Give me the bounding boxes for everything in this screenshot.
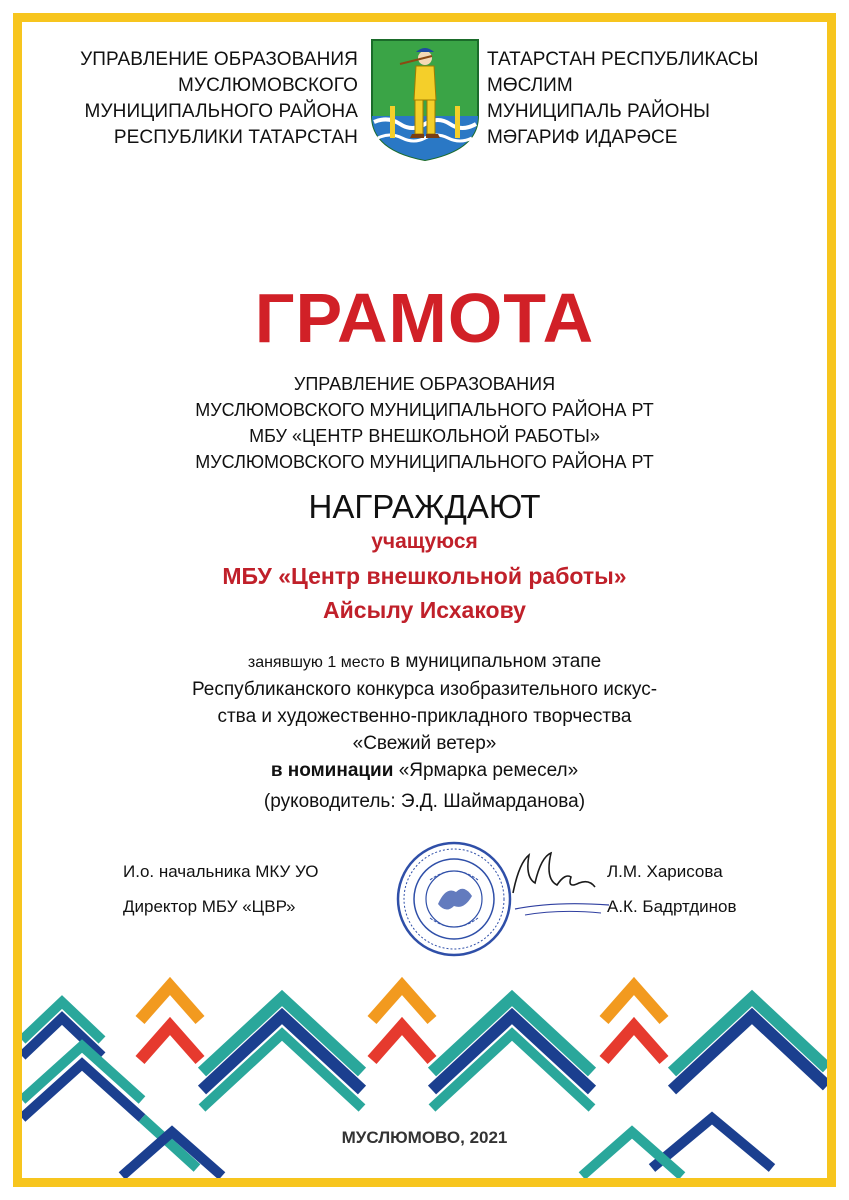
- nomination-value: «Ярмарка ремесел»: [393, 760, 579, 781]
- achievement-text: [0, 648, 849, 815]
- place-rest: в муниципальном этапе: [384, 651, 602, 672]
- header-tatar: [487, 47, 807, 151]
- award-verb: НАГРАЖДАЮТ: [308, 488, 541, 525]
- achievement-line-4: «Свежий ветер»: [352, 733, 497, 754]
- handwritten-signature-icon: [505, 843, 615, 923]
- signatory-name-1: Л.М. Харисова: [607, 862, 723, 881]
- organizer-line: УПРАВЛЕНИЕ ОБРАЗОВАНИЯ: [293, 374, 556, 394]
- nomination-line: [0, 757, 849, 784]
- header-russian: [40, 47, 358, 151]
- nomination-label: в номинации: [270, 760, 394, 781]
- recipient-name: Айсылу Исхакову: [323, 597, 526, 623]
- signatory-name-2: А.К. Бадртдинов: [607, 897, 737, 916]
- place-prefix: занявшую 1 место: [247, 654, 385, 671]
- header-left-line: УПРАВЛЕНИЕ ОБРАЗОВАНИЯ: [80, 49, 358, 70]
- achievement-line-3: ства и художественно-прикладного творчества: [217, 706, 632, 727]
- signatory-position-2: Директор МБУ «ЦВР»: [123, 897, 296, 916]
- organizer-line: МУСЛЮМОВСКОГО МУНИЦИПАЛЬНОГО РАЙОНА РТ: [195, 452, 654, 472]
- header-right-line: МӘГАРИФ ИДАРӘСЕ: [487, 127, 678, 148]
- header-right-line: ТАТАРСТАН РЕСПУБЛИКАСЫ: [487, 49, 759, 70]
- header-right-line: МӨСЛИМ: [487, 75, 573, 96]
- footer-place-year: МУСЛЮМОВО, 2021: [341, 1128, 508, 1147]
- coat-of-arms-icon: [370, 38, 480, 162]
- certificate-title: ГРАМОТА: [254, 279, 595, 357]
- official-seal-icon: [394, 840, 514, 958]
- recipient-institution: МБУ «Центр внешкольной работы»: [222, 563, 627, 589]
- recipient-role: учащуюся: [371, 530, 478, 553]
- header-left-line: МУНИЦИПАЛЬНОГО РАЙОНА: [84, 101, 358, 122]
- achievement-line-2: Республиканского конкурса изобразительного искус-: [191, 679, 658, 700]
- organizer-line: МУСЛЮМОВСКОГО МУНИЦИПАЛЬНОГО РАЙОНА РТ: [195, 400, 654, 420]
- header-left-line: МУСЛЮМОВСКОГО: [178, 75, 358, 96]
- organizers-block: [0, 371, 849, 475]
- header-left-line: РЕСПУБЛИКИ ТАТАРСТАН: [113, 127, 358, 148]
- signatory-position-1: И.о. начальника МКУ УО: [123, 862, 319, 881]
- header-right-line: МУНИЦИПАЛЬ РАЙОНЫ: [487, 101, 710, 122]
- supervisor-line: (руководитель: Э.Д. Шаймарданова): [263, 791, 586, 812]
- achievement-line-1: [0, 648, 849, 676]
- organizer-line: МБУ «ЦЕНТР ВНЕШКОЛЬНОЙ РАБОТЫ»: [249, 426, 600, 446]
